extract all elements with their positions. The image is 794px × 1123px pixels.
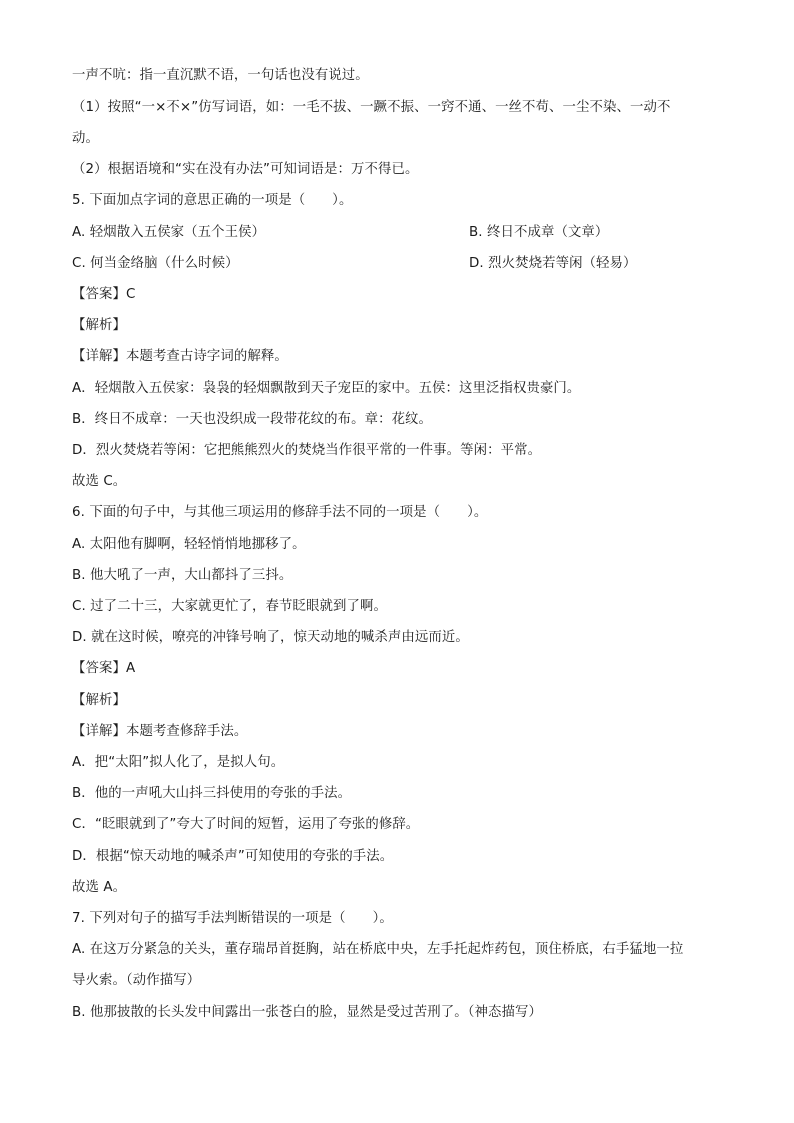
q5-analysis-label: 【解析】 (72, 318, 126, 333)
q6-detail-line: C．“眨眼就到了”夸大了时间的短暂，运用了夸张的修辞。 (72, 817, 420, 832)
q5-option-a: A. 轻烟散入五侯家（五个王侯） (72, 225, 266, 240)
q5-options-row-1 (72, 224, 722, 242)
q6-answer: 【答案】A (72, 661, 136, 676)
text-line: 一声不吭：指一直沉默不语，一句话也没有说过。 (72, 68, 369, 83)
q7-option-a-continued: 导火索。（动作描写） (72, 973, 201, 988)
q5-detail-line: 【详解】本题考查古诗字词的解释。 (72, 349, 288, 364)
q6-analysis-label: 【解析】 (72, 693, 126, 708)
q5-options-row-2 (72, 255, 722, 273)
q6-option: D. 就在这时候，嘹亮的冲锋号响了，惊天动地的喊杀声由远而近。 (72, 630, 469, 645)
text-line: 动。 (72, 131, 99, 146)
q6-detail-line: A．把“太阳”拟人化了，是拟人句。 (72, 755, 285, 770)
q7-option-a: A. 在这万分紧急的关头，董存瑞昂首挺胸，站在桥底中央，左手托起炸药包，顶住桥底，右手猛地一拉 (72, 942, 684, 957)
q5-answer: 【答案】C (72, 287, 136, 302)
q6-option: A. 太阳他有脚啊，轻轻悄悄地挪移了。 (72, 537, 306, 552)
q5-detail-line: B．终日不成章：一天也没织成一段带花纹的布。章：花纹。 (72, 412, 433, 427)
q5-option-c: C. 何当金络脑（什么时候） (72, 256, 239, 271)
q5-option-d: D. 烈火焚烧若等闲（轻易） (469, 256, 637, 271)
q7-option-b: B. 他那披散的长头发中间露出一张苍白的脸，显然是受过苦刑了。（神态描写） (72, 1005, 542, 1020)
q6-detail-line: D．根据“惊天动地的喊杀声”可知使用的夸张的手法。 (72, 849, 394, 864)
q6-detail-line: B．他的一声吼大山抖三抖使用的夸张的手法。 (72, 786, 352, 801)
q5-detail-line: 故选 C。 (72, 474, 127, 489)
question-5-stem: 5. 下面加点字词的意思正确的一项是（ ）。 (72, 193, 353, 208)
text-line: （1）按照“一×不×”仿写词语，如：一毛不拔、一蹶不振、一窍不通、一丝不苟、一尘不染、一动不 (72, 100, 671, 115)
question-7-stem: 7. 下列对句子的描写手法判断错误的一项是（ ）。 (72, 911, 393, 926)
q5-option-b: B. 终日不成章（文章） (469, 225, 609, 240)
q6-detail-line: 故选 A。 (72, 880, 127, 895)
q5-detail-line: A．轻烟散入五侯家：袅袅的轻烟飘散到天子宠臣的家中。五侯：这里泛指权贵豪门。 (72, 381, 581, 396)
q6-option: C. 过了二十三，大家就更忙了，春节眨眼就到了啊。 (72, 599, 387, 614)
question-6-stem: 6. 下面的句子中，与其他三项运用的修辞手法不同的一项是（ ）。 (72, 505, 488, 520)
q6-option: B. 他大吼了一声，大山都抖了三抖。 (72, 568, 293, 583)
q5-detail-line: D．烈火焚烧若等闲：它把熊熊烈火的焚烧当作很平常的一件事。等闲：平常。 (72, 443, 542, 458)
text-line: （2）根据语境和“实在没有办法”可知词语是：万不得已。 (72, 162, 419, 177)
q6-detail-line: 【详解】本题考查修辞手法。 (72, 724, 248, 739)
